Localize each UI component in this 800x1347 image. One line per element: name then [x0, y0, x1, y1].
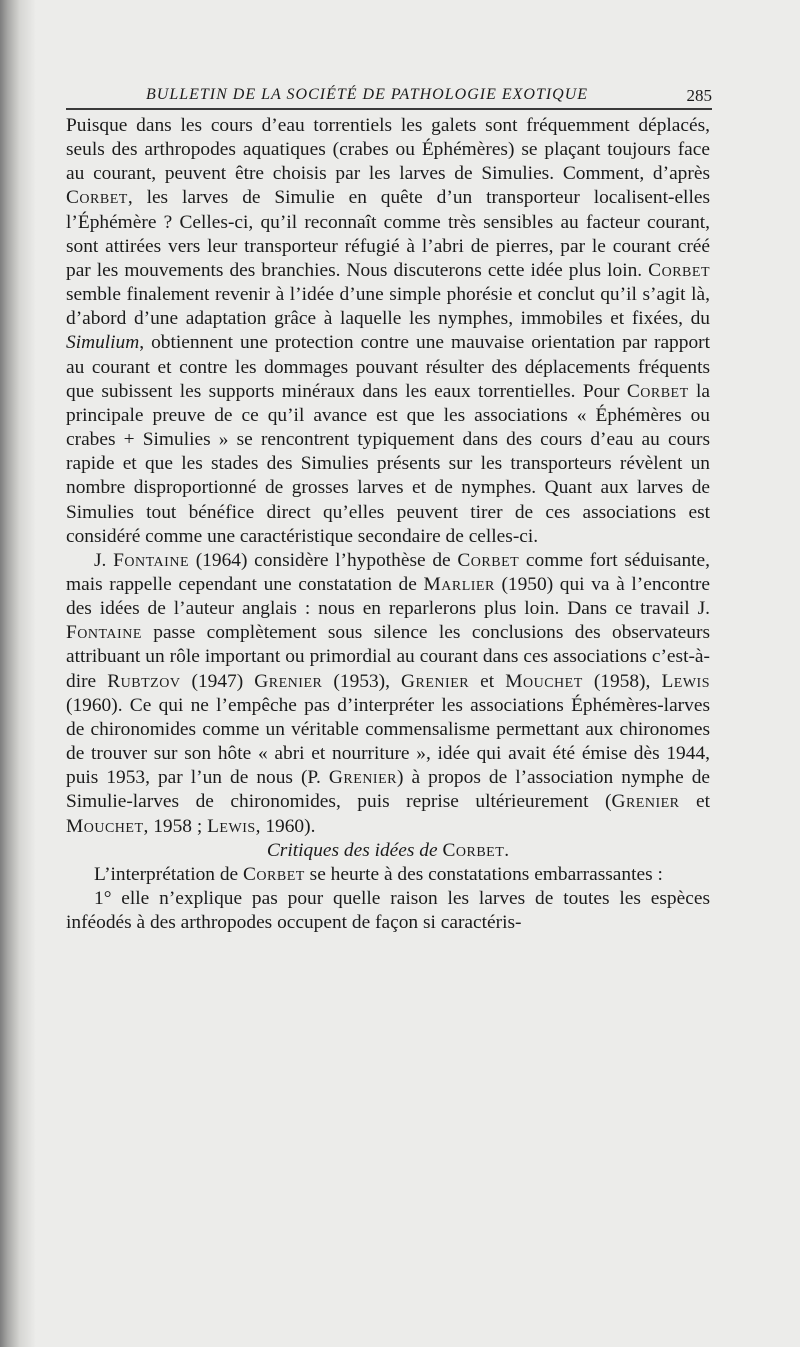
text-run: (1964) considère l’hypothèse de	[189, 549, 458, 571]
text-run: 1° elle n’explique pas pour quelle raison les larves de toutes les espèces inféodés à des arthropodes occupent de façon si caractéris-	[66, 888, 710, 934]
author-name: Grenier	[611, 791, 680, 813]
author-name: Corbet	[626, 380, 689, 402]
author-name: Corbet	[66, 187, 128, 209]
page-number: 285	[686, 86, 712, 105]
text-run: se heurte à des constatations embarrassantes :	[304, 863, 663, 885]
author-name: Corbet	[442, 839, 505, 861]
page-binding-shadow	[0, 0, 36, 1347]
text-run: (1953),	[322, 670, 402, 692]
section-heading	[66, 839, 710, 863]
text-run: et	[679, 791, 711, 813]
text-run: (1958),	[582, 670, 662, 692]
heading-end: .	[504, 839, 510, 861]
author-name: Mouchet	[505, 670, 583, 692]
heading-text: Critiques des idées de	[266, 839, 443, 861]
paragraph-4	[66, 887, 710, 935]
header-rule	[66, 108, 712, 110]
author-name: Corbet	[457, 549, 520, 571]
text-run: Puisque dans les cours d’eau torrentiels les galets sont fréquemment déplacés, seuls des arthropodes aquatiques (crabes ou Éphémères) se plaçant toujours face au courant, peuvent être choisis par les larves de Simulies. Comment, d’après	[66, 115, 710, 185]
author-name: Rubtzov	[107, 670, 181, 692]
author-name: Corbet	[242, 863, 305, 885]
paragraph-1	[66, 114, 710, 549]
author-name: Marlier	[423, 573, 495, 595]
text-run: , obtiennent une protection contre une mauvaise orientation par rapport au courant et contre les dommages pouvant résulter des déplacements fréquents que subissent les supports minéraux dans les eaux torrentielles. Pour	[66, 332, 710, 402]
author-name: Fontaine	[66, 622, 142, 644]
text-run: ) à propos de l’association nymphe de Simulie-larves de chironomides, puis reprise ultérieurement (	[66, 767, 710, 813]
text-run: semble finalement revenir à l’idée d’une simple phorésie et conclut qu’il s’agit là, d’abord d’une adaptation grâce à laquelle les nymphes, immobiles et fixées, du	[66, 284, 710, 330]
text-run: comme fort séduisante, mais rappelle cependant une constatation de	[66, 549, 711, 595]
author-name: Fontaine	[113, 549, 189, 571]
text-run: , 1960).	[255, 815, 316, 837]
text-run: et	[469, 670, 506, 692]
genus-name: Simulium	[66, 332, 140, 354]
author-name: Mouchet	[66, 815, 144, 837]
text-run: L’interprétation de	[94, 863, 243, 885]
author-name: Lewis	[207, 815, 256, 837]
author-name: Lewis	[661, 670, 710, 692]
article-body	[66, 114, 710, 935]
text-run: , les larves de Simulie en quête d’un transporteur localisent-elles l’Éphémère ? Celles-ci, qu’il reconnaît comme très sensibles au facteur courant, sont attirées vers leur transporteur réfugié à l’abri de pierres, par le courant créé par les mouvements des branchies. Nous discuterons cette idée plus loin.	[66, 187, 710, 281]
author-name: Grenier	[401, 670, 470, 692]
text-run: J.	[94, 549, 114, 571]
text-run: (1960). Ce qui ne l’empêche pas d’interpréter les associations Éphémères-larves de chironomides comme un véritable commensalisme permettant aux chironomes de trouver sur son hôte « abri et nourriture », idée qui avait été émise dès 1944, puis 1953, par l’un de nous (P.	[66, 694, 710, 789]
text-run: la principale preuve de ce qu’il avance est que les associations « Éphémères ou crabes + Simulies » se rencontrent typiquement dans des cours d’eau au cours rapide et que les stades des Simulies présents sur les transporteurs révèlent un nombre disproportionné de grosses larves et de nymphes. Quant aux larves de Simulies tout bénéfice direct qu’elles peuvent tirer de ces associations est considéré comme une caractéristique secondaire de celles-ci.	[66, 380, 710, 547]
text-run: (1947)	[180, 670, 255, 692]
author-name: Grenier	[328, 767, 397, 789]
paragraph-2	[66, 549, 710, 839]
author-name: Corbet	[648, 259, 710, 281]
paragraph-3	[66, 863, 710, 887]
running-header	[66, 84, 710, 108]
running-title: BULLETIN DE LA SOCIÉTÉ DE PATHOLOGIE EXOTIQUE	[146, 86, 589, 103]
text-run: (1950) qui va à l’encontre des idées de l’auteur anglais : nous en reparlerons plus loin. Dans ce travail J.	[66, 573, 710, 620]
author-name: Grenier	[254, 670, 323, 692]
text-run: passe complètement sous silence les conclusions des observateurs attribuant un rôle important ou primordial au courant dans ces associations c’est-à-dire	[66, 622, 710, 692]
book-page	[66, 84, 710, 1284]
text-run: , 1958 ;	[143, 815, 208, 837]
